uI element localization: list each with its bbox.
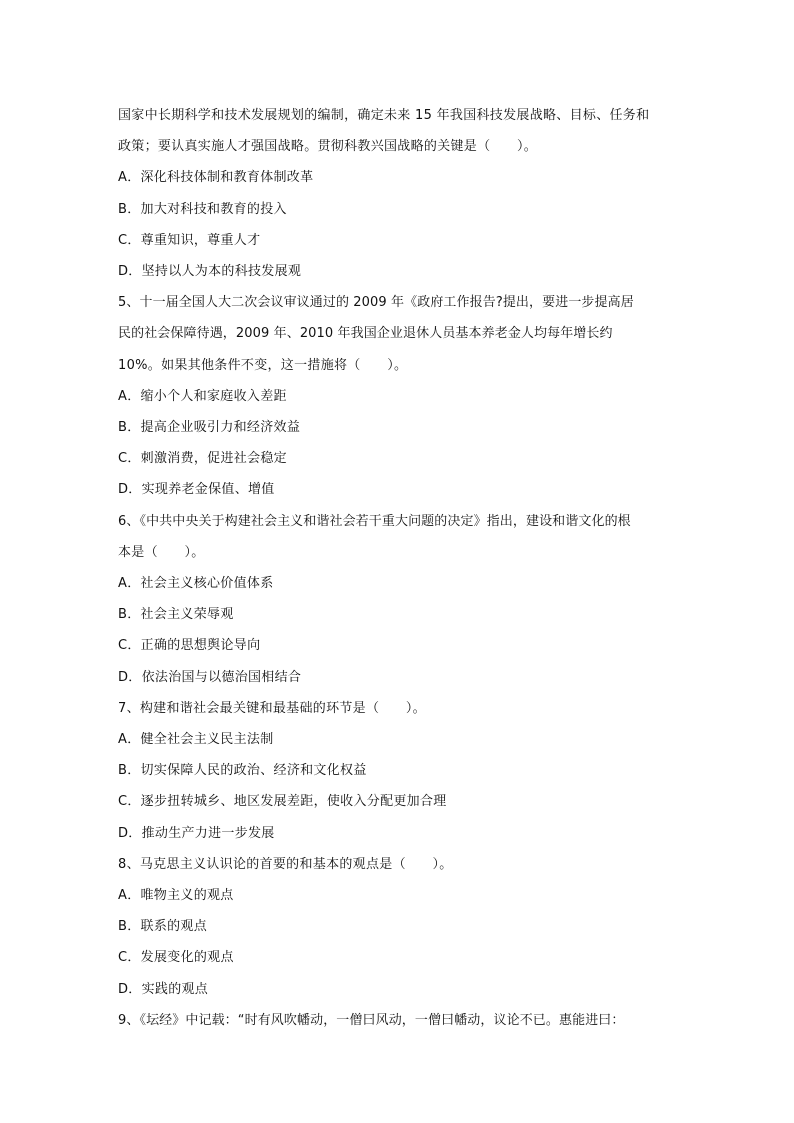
question-7: 7、构建和谐社会最关键和最基础的环节是（ ）。 xyxy=(118,700,426,716)
question-9-line-1: 9、《坛经》中记载：“时有风吹幡动，一僧曰风动，一僧曰幡动，议论不已。惠能进曰： xyxy=(118,1012,625,1028)
question-6-line-1: 6、《中共中央关于构建社会主义和谐社会若干重大问题的决定》指出，建设和谐文化的根 xyxy=(118,513,631,529)
option-c: C．刺激消费，促进社会稳定 xyxy=(118,451,287,467)
option-d: D．实现养老金保值、增值 xyxy=(118,482,275,498)
option-b: B．切实保障人民的政治、经济和文化权益 xyxy=(118,763,367,779)
option-c: C．发展变化的观点 xyxy=(118,950,234,966)
text-line-1: 国家中长期科学和技术发展规划的编制，确定未来 15 年我国科技发展战略、目标、任务和 xyxy=(118,108,650,123)
option-a: A．缩小个人和家庭收入差距 xyxy=(118,388,287,404)
option-c: C．逐步扭转城乡、地区发展差距，使收入分配更加合理 xyxy=(118,794,447,810)
option-d: D．依法治国与以德治国相结合 xyxy=(118,669,302,685)
text-line-2: 政策；要认真实施人才强国战略。贯彻科教兴国战略的关键是（ ）。 xyxy=(118,139,538,155)
option-c: C．尊重知识，尊重人才 xyxy=(118,232,261,248)
document-page xyxy=(118,100,680,1036)
option-c: C．正确的思想舆论导向 xyxy=(118,638,261,654)
option-b: B．提高企业吸引力和经济效益 xyxy=(118,420,301,436)
option-d: D．推动生产力进一步发展 xyxy=(118,825,275,841)
option-a: A．唯物主义的观点 xyxy=(118,888,234,904)
question-5-line-2: 民的社会保障待遇，2009 年、2010 年我国企业退休人员基本养老金人均每年增长约 xyxy=(118,326,613,342)
option-b: B．联系的观点 xyxy=(118,919,208,935)
question-6-line-2: 本是（ ）。 xyxy=(118,544,205,560)
question-8: 8、马克思主义认识论的首要的和基本的观点是（ ）。 xyxy=(118,856,453,872)
option-a: A．健全社会主义民主法制 xyxy=(118,732,274,748)
option-a: A．社会主义核心价值体系 xyxy=(118,576,274,592)
option-d: D．坚持以人为本的科技发展观 xyxy=(118,264,302,280)
option-a: A．深化科技体制和教育体制改革 xyxy=(118,170,314,186)
question-5-line-3: 10%。如果其他条件不变，这一措施将（ ）。 xyxy=(118,357,408,373)
option-b: B．加大对科技和教育的投入 xyxy=(118,201,287,217)
option-d: D．实践的观点 xyxy=(118,981,209,997)
option-b: B．社会主义荣辱观 xyxy=(118,607,234,623)
question-5-line-1: 5、十一届全国人大二次会议审议通过的 2009 年《政府工作报告?提出，要进一步提高居 xyxy=(118,295,634,311)
